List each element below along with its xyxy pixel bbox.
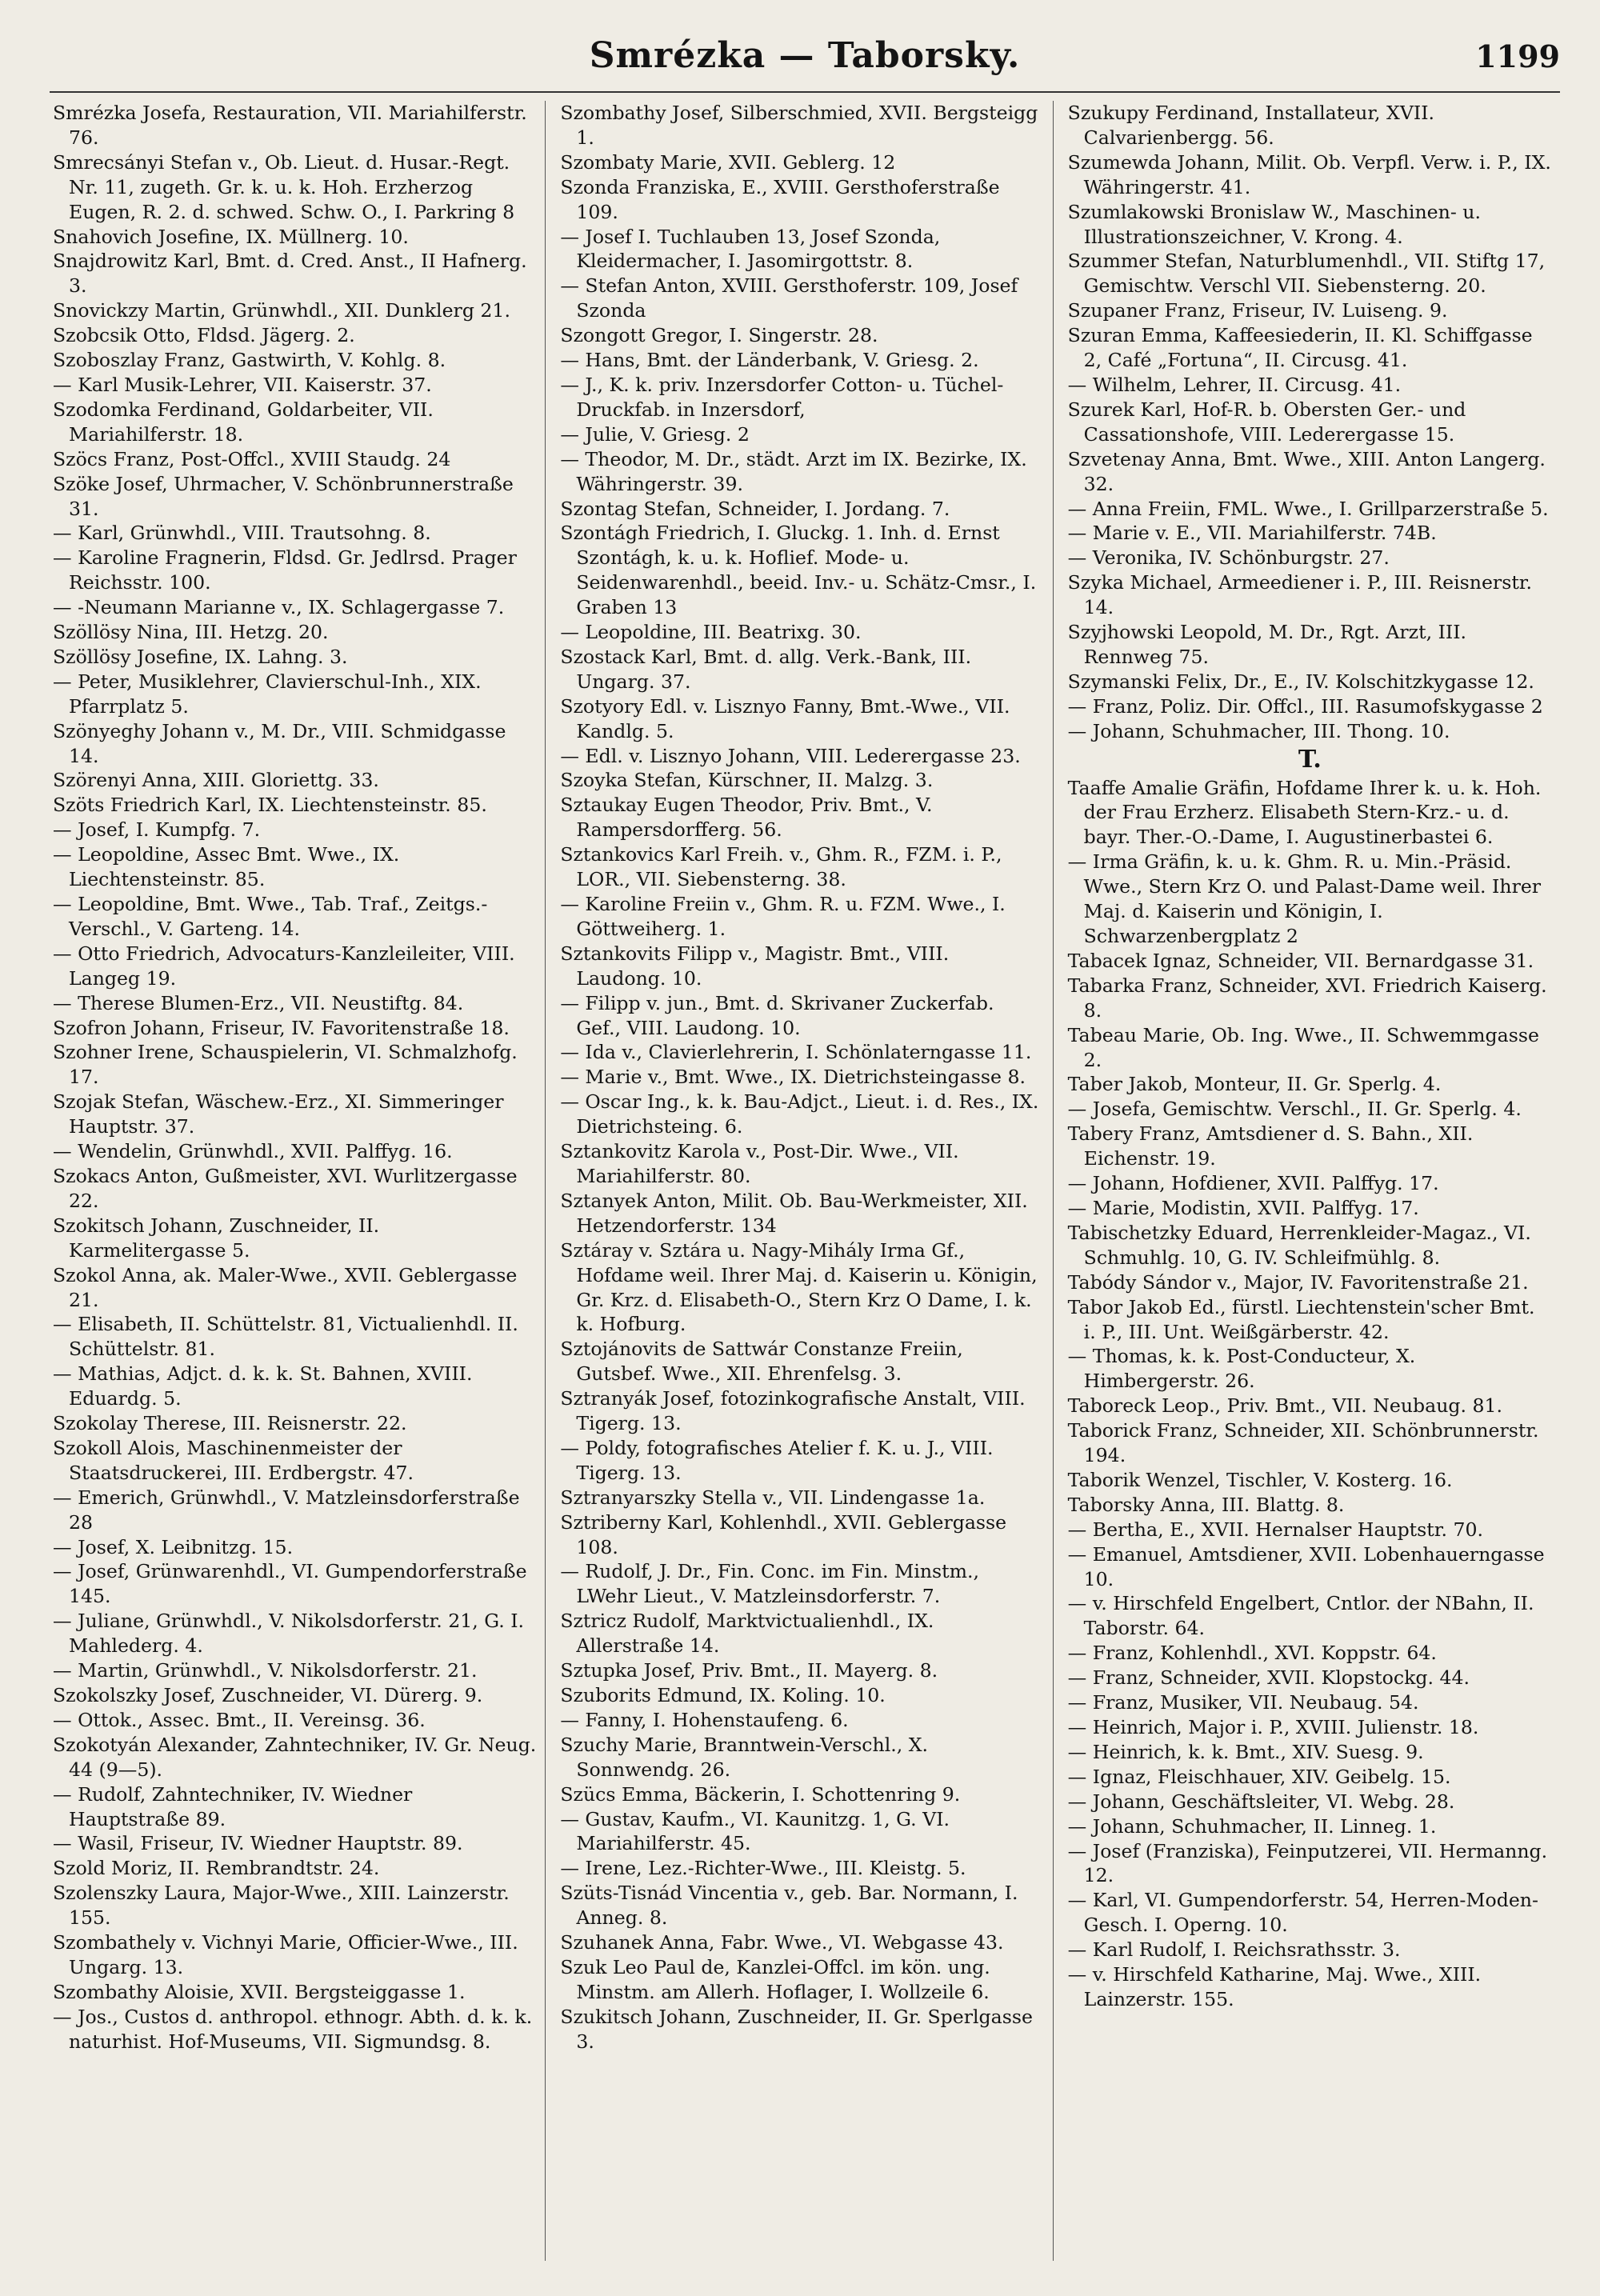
directory-entry: — Franz, Poliz. Dir. Offcl., III. Rasumofskygasse 2 (1067, 694, 1543, 718)
directory-entry: Szymanski Felix, Dr., E., IV. Kolschitzkygasse 12. (1067, 670, 1534, 693)
directory-entry: Szumewda Johann, Milit. Ob. Verpfl. Verw. i. P., IX. Währingerstr. 41. (1067, 150, 1551, 198)
directory-entry: — Johann, Geschäftsleiter, VI. Webg. 28. (1067, 1790, 1455, 1813)
directory-entry: Szold Moriz, II. Rembrandtstr. 24. (53, 1857, 380, 1880)
directory-entry: Szukupy Ferdinand, Installateur, XVII. Calvarienbergg. 56. (1067, 102, 1435, 149)
directory-entry: Sztranyarszky Stella v., VII. Lindengasse 1a. (560, 1486, 986, 1509)
directory-entry: Sztriberny Karl, Kohlenhdl., XVII. Geblergasse 108. (560, 1510, 1007, 1558)
directory-entry: — Martin, Grünwhdl., V. Nikolsdorferstr. 21. (53, 1659, 478, 1682)
directory-entry: Szojak Stefan, Wäschew.-Erz., XI. Simmeringer Hauptstr. 37. (53, 1090, 504, 1138)
directory-entry: — Oscar Ing., k. k. Bau-Adjct., Lieut. i. d. Res., IX. Dietrichsteing. 6. (560, 1090, 1039, 1138)
directory-entry: Szuk Leo Paul de, Kanzlei-Offcl. im kön. ung. Minstm. am Allerh. Hoflager, I. Wollzeile 6. (560, 1955, 990, 2003)
directory-entry: — Filipp v. jun., Bmt. d. Skrivaner Zuckerfab. Gef., VIII. Laudong. 10. (560, 991, 994, 1039)
directory-entry: — Karoline Fragnerin, Fldsd. Gr. Jedlrsd. Prager Reichsstr. 100. (53, 546, 517, 594)
directory-entry: Smrecsányi Stefan v., Ob. Lieut. d. Husar.-Regt. Nr. 11, zugeth. Gr. k. u. k. Hoh. Erzherzog Eugen, R. 2. d. schwed. Schw. O., I. Parkring 8 (53, 150, 515, 223)
directory-entry: Szumlakowski Bronislaw W., Maschinen- u. Illustrationszeichner, V. Krong. 4. (1067, 200, 1481, 248)
directory-entry: Szobcsik Otto, Fldsd. Jägerg. 2. (53, 324, 355, 347)
directory-entry: — Emerich, Grünwhdl., V. Matzleinsdorferstraße 28 (53, 1486, 520, 1534)
directory-entry: — Wilhelm, Lehrer, II. Circusg. 41. (1067, 373, 1402, 396)
directory-entry: Szuran Emma, Kaffeesiederin, II. Kl. Schiffgasse 2, Café „Fortuna“, II. Circusg. 41. (1067, 324, 1533, 372)
directory-entry: — Gustav, Kaufm., VI. Kaunitzg. 1, G. VI. Mariahilferstr. 45. (560, 1807, 950, 1855)
directory-entry: Szombathy Aloisie, XVII. Bergsteiggasse 1. (53, 1980, 466, 2003)
directory-entry: — Leopoldine, Bmt. Wwe., Tab. Traf., Zeitgs.-Verschl., V. Garteng. 14. (53, 893, 488, 940)
directory-entry: — Karoline Freiin v., Ghm. R. u. FZM. Wwe., I. Göttweiherg. 1. (560, 893, 1006, 940)
directory-entry: Szolenszky Laura, Major-Wwe., XIII. Lainzerstr. 155. (53, 1882, 510, 1930)
directory-entry: Szotyory Edl. v. Lisznyo Fanny, Bmt.-Wwe., VII. Kandlg. 5. (560, 694, 1010, 742)
directory-entry: Taborsky Anna, III. Blattg. 8. (1067, 1493, 1345, 1516)
directory-entry: Sztranyák Josef, fotozinkografische Anstalt, VIII. Tigerg. 13. (560, 1387, 1026, 1435)
directory-entry: — Josefa, Gemischtw. Verschl., II. Gr. Sperlg. 4. (1067, 1098, 1522, 1121)
directory-entry: Tabery Franz, Amtsdiener d. S. Bahn., XII. Eichenstr. 19. (1067, 1122, 1474, 1170)
directory-entry: — Josef, I. Kumpfg. 7. (53, 818, 261, 842)
directory-entry: Sztáray v. Sztára u. Nagy-Mihály Irma Gf., Hofdame weil. Ihrer Maj. d. Kaiserin u. Königin, Gr. Krz. d. Elisabeth-O., Stern Krz O Dame, I. k. k. Hofburg. (560, 1238, 1038, 1336)
directory-entry: — Ida v., Clavierlehrerin, I. Schönlaterngasse 11. (560, 1041, 1032, 1064)
directory-entry: Szokolay Therese, III. Reisnerstr. 22. (53, 1412, 407, 1435)
directory-entry: Szokoll Alois, Maschinenmeister der Staatsdruckerei, III. Erdbergstr. 47. (53, 1436, 414, 1484)
directory-entry: Tabacek Ignaz, Schneider, VII. Bernardgasse 31. (1067, 949, 1534, 972)
directory-entry: — Leopoldine, III. Beatrixg. 30. (560, 621, 862, 644)
directory-entry: — Elisabeth, II. Schüttelstr. 81, Victualienhdl. II. Schüttelstr. 81. (53, 1313, 518, 1361)
directory-entry: — Ottok., Assec. Bmt., II. Vereinsg. 36. (53, 1708, 426, 1731)
directory-entry: Szuchy Marie, Branntwein-Verschl., X. Sonnwendg. 26. (560, 1733, 929, 1781)
directory-entry: Tabeau Marie, Ob. Ing. Wwe., II. Schwemmgasse 2. (1067, 1023, 1539, 1071)
directory-entry: Szvetenay Anna, Bmt. Wwe., XIII. Anton Langerg. 32. (1067, 447, 1546, 495)
directory-entry: — Poldy, fotografisches Atelier f. K. u. J., VIII. Tigerg. 13. (560, 1436, 994, 1484)
directory-entry: — Veronika, IV. Schönburgstr. 27. (1067, 546, 1390, 570)
column-1 (50, 101, 546, 2261)
directory-entry: Szokolszky Josef, Zuschneider, VI. Dürerg. 9. (53, 1684, 483, 1706)
directory-entry: — Karl, Grünwhdl., VIII. Trautsohng. 8. (53, 522, 431, 545)
column-2 (557, 101, 1053, 2261)
directory-entry: — Franz, Kohlenhdl., XVI. Koppstr. 64. (1067, 1642, 1437, 1665)
directory-entry: — Josef, Grünwarenhdl., VI. Gumpendorferstraße 145. (53, 1560, 527, 1608)
directory-entry: Szöts Friedrich Karl, IX. Liechtensteinstr. 85. (53, 794, 487, 817)
directory-entry: Szöcs Franz, Post-Offcl., XVIII Staudg. 24 (53, 447, 451, 470)
directory-entry: Taborick Franz, Schneider, XII. Schönbrunnerstr. 194. (1067, 1419, 1539, 1467)
directory-entry: Taber Jakob, Monteur, II. Gr. Sperlg. 4. (1067, 1073, 1442, 1096)
directory-entry: Szörenyi Anna, XIII. Gloriettg. 33. (53, 769, 379, 792)
directory-entry: Snajdrowitz Karl, Bmt. d. Cred. Anst., II Hafnerg. 3. (53, 250, 527, 298)
directory-entry: — Mathias, Adjct. d. k. k. St. Bahnen, XVIII. Eduardg. 5. (53, 1362, 473, 1410)
directory-entry: Szohner Irene, Schauspielerin, VI. Schmalzhofg. 17. (53, 1041, 518, 1089)
directory-entry: Szöke Josef, Uhrmacher, V. Schönbrunnerstraße 31. (53, 472, 514, 520)
directory-entry: Szombaty Marie, XVII. Geblerg. 12 (560, 150, 896, 174)
directory-entry: — Wendelin, Grünwhdl., XVII. Palffyg. 16. (53, 1140, 453, 1163)
directory-entry: Szukitsch Johann, Zuschneider, II. Gr. Sperlgasse 3. (560, 2005, 1033, 2053)
directory-entry: Tabischetzky Eduard, Herrenkleider-Magaz., VI. Schmuhlg. 10, G. IV. Schleifmühlg. 8. (1067, 1221, 1531, 1269)
directory-entry: — Leopoldine, Assec Bmt. Wwe., IX. Liechtensteinstr. 85. (53, 843, 400, 891)
directory-entry: Tabarka Franz, Schneider, XVI. Friedrich Kaiserg. 8. (1067, 974, 1547, 1022)
directory-entry: — Karl, VI. Gumpendorferstr. 54, Herren-Moden-Gesch. I. Operng. 10. (1067, 1889, 1538, 1937)
directory-entry: — Anna Freiin, FML. Wwe., I. Grillparzerstraße 5. (1067, 497, 1549, 520)
directory-entry: — Johann, Hofdiener, XVII. Palffyg. 17. (1067, 1172, 1439, 1195)
page-header (50, 35, 1560, 91)
directory-entry: Snovickzy Martin, Grünwhdl., XII. Dunklerg 21. (53, 299, 510, 322)
directory-entry: Szombathely v. Vichnyi Marie, Officier-Wwe., III. Ungarg. 13. (53, 1931, 518, 1978)
directory-entry: — Thomas, k. k. Post-Conducteur, X. Himbergerstr. 26. (1067, 1345, 1416, 1393)
directory-entry: Szuhanek Anna, Fabr. Wwe., VI. Webgasse 43. (560, 1931, 1004, 1954)
directory-entry: Szokotyán Alexander, Zahntechniker, IV. Gr. Neug. 44 (9—5). (53, 1733, 537, 1781)
directory-entry: Szücs Emma, Bäckerin, I. Schottenring 9. (560, 1782, 961, 1806)
directory-entry: Szoboszlay Franz, Gastwirth, V. Kohlg. 8. (53, 349, 446, 372)
directory-entry: Sztricz Rudolf, Marktvictualienhdl., IX. Allerstraße 14. (560, 1610, 934, 1658)
section-letter: T. (1298, 745, 1322, 774)
directory-entry: Sztupka Josef, Priv. Bmt., II. Mayerg. 8. (560, 1659, 938, 1682)
directory-entry: Szombathy Josef, Silberschmied, XVII. Bergsteigg 1. (560, 102, 1038, 149)
directory-entry: Sztankovits Filipp v., Magistr. Bmt., VIII. Laudong. 10. (560, 942, 950, 990)
directory-entry: — Stefan Anton, XVIII. Gersthoferstr. 109, Josef Szonda (560, 274, 1018, 322)
directory-entry: — Jos., Custos d. anthropol. ethnogr. Abth. d. k. k. naturhist. Hof-Museums, VII. Sigmundsg. 8. (53, 2005, 533, 2053)
directory-entry: — Irma Gräfin, k. u. k. Ghm. R. u. Min.-Präsid. Wwe., Stern Krz O. und Palast-Dame weil. Ihrer Maj. d. Kaiserin und Königin, I. Schwarzenbergplatz 2 (1067, 850, 1542, 947)
directory-entry: Snahovich Josefine, IX. Müllnerg. 10. (53, 225, 409, 248)
directory-entry: Sztaukay Eugen Theodor, Priv. Bmt., V. Rampersdorfferg. 56. (560, 794, 933, 842)
directory-entry: Szuborits Edmund, IX. Koling. 10. (560, 1684, 886, 1706)
directory-entry: Sztankovitz Karola v., Post-Dir. Wwe., VII. Mariahilferstr. 80. (560, 1140, 959, 1187)
directory-entry: — Wasil, Friseur, IV. Wiedner Hauptstr. 89. (53, 1832, 463, 1855)
directory-entry: — Johann, Schuhmacher, II. Linneg. 1. (1067, 1814, 1437, 1838)
directory-entry: Szokacs Anton, Gußmeister, XVI. Wurlitzergasse 22. (53, 1164, 518, 1212)
directory-entry: — Julie, V. Griesg. 2 (560, 422, 750, 446)
directory-entry: Szurek Karl, Hof-R. b. Obersten Ger.- und Cassationshofe, VIII. Lederergasse 15. (1067, 398, 1466, 446)
directory-entry: — Karl Rudolf, I. Reichsrathsstr. 3. (1067, 1938, 1401, 1962)
directory-entry: — Emanuel, Amtsdiener, XVII. Lobenhauerngasse 10. (1067, 1542, 1545, 1590)
directory-entry: — Edl. v. Lisznyo Johann, VIII. Lederergasse 23. (560, 744, 1021, 767)
directory-entry: — J., K. k. priv. Inzersdorfer Cotton- u. Tüchel-Druckfab. in Inzersdorf, (560, 373, 1004, 421)
directory-entry: — Therese Blumen-Erz., VII. Neustiftg. 84. (53, 991, 464, 1014)
directory-entry: — Franz, Musiker, VII. Neubaug. 54. (1067, 1691, 1419, 1714)
directory-entry: — Josef (Franziska), Feinputzerei, VII. Hermanng. 12. (1067, 1839, 1548, 1887)
directory-entry: Szoyka Stefan, Kürschner, II. Malzg. 3. (560, 769, 934, 792)
directory-entry: Szongott Gregor, I. Singerstr. 28. (560, 324, 878, 347)
directory-entry: — Heinrich, Major i. P., XVIII. Julienstr. 18. (1067, 1716, 1479, 1738)
directory-entry: — Theodor, M. Dr., städt. Arzt im IX. Bezirke, IX. Währingerstr. 39. (560, 447, 1027, 495)
directory-entry: Szummer Stefan, Naturblumenhdl., VII. Stiftg 17, Gemischtw. Verschl VII. Siebensterng. 20. (1067, 250, 1546, 298)
directory-entry: — Johann, Schuhmacher, III. Thong. 10. (1067, 719, 1450, 742)
directory-entry: Szokitsch Johann, Zuschneider, II. Karmelitergasse 5. (53, 1214, 380, 1262)
directory-entry: Taborik Wenzel, Tischler, V. Kosterg. 16. (1067, 1468, 1453, 1491)
directory-entry: Szyka Michael, Armeediener i. P., III. Reisnerstr. 14. (1067, 571, 1532, 619)
directory-entry: — Karl Musik-Lehrer, VII. Kaiserstr. 37. (53, 373, 432, 396)
directory-entry: — Hans, Bmt. der Länderbank, V. Griesg. 2. (560, 349, 979, 372)
directory-entry: Szontag Stefan, Schneider, I. Jordang. 7. (560, 497, 950, 520)
directory-entry: — Josef I. Tuchlauben 13, Josef Szonda, Kleidermacher, I. Jasomirgottstr. 8. (560, 225, 941, 273)
directory-entry: Szofron Johann, Friseur, IV. Favoritenstraße 18. (53, 1016, 510, 1039)
directory-entry: Taboreck Leop., Priv. Bmt., VII. Neubaug. 81. (1067, 1394, 1503, 1418)
directory-entry: Taaffe Amalie Gräfin, Hofdame Ihrer k. u. k. Hoh. der Frau Erzherz. Elisabeth Stern-Krz.- u. d. bayr. Ther.-O.-Dame, I. Augustinerbastei 6. (1067, 776, 1542, 849)
directory-entry: Sztankovics Karl Freih. v., Ghm. R., FZM. i. P., LOR., VII. Siebensterng. 38. (560, 843, 1002, 891)
directory-entry: Sztanyek Anton, Milit. Ob. Bau-Werkmeister, XII. Hetzendorferstr. 134 (560, 1189, 1028, 1237)
directory-entry: Smrézka Josefa, Restauration, VII. Mariahilferstr. 76. (53, 102, 527, 149)
directory-entry: Szöllösy Josefine, IX. Lahng. 3. (53, 645, 348, 668)
running-title: Smrézka — Taborsky. (589, 35, 1021, 76)
directory-entry: Szostack Karl, Bmt. d. allg. Verk.-Bank, III. Ungarg. 37. (560, 645, 972, 693)
directory-entry: — Otto Friedrich, Advocaturs-Kanzleileiter, VIII. Langeg 19. (53, 942, 515, 990)
directory-entry: Szöllösy Nina, III. Hetzg. 20. (53, 621, 329, 644)
directory-entry: Tabor Jakob Ed., fürstl. Liechtenstein'scher Bmt. i. P., III. Unt. Weißgärberstr. 42. (1067, 1295, 1535, 1343)
directory-entry: — Fanny, I. Hohenstaufeng. 6. (560, 1708, 849, 1731)
directory-entry: — Marie, Modistin, XVII. Palffyg. 17. (1067, 1196, 1419, 1219)
directory-entry: — Juliane, Grünwhdl., V. Nikolsdorferstr. 21, G. I. Mahlederg. 4. (53, 1610, 525, 1658)
directory-entry: — -Neumann Marianne v., IX. Schlagergasse 7. (53, 596, 505, 619)
directory-entry: Szyjhowski Leopold, M. Dr., Rgt. Arzt, III. Rennweg 75. (1067, 621, 1467, 668)
directory-entry: — Rudolf, Zahntechniker, IV. Wiedner Hauptstraße 89. (53, 1782, 413, 1830)
directory-entry: — v. Hirschfeld Katharine, Maj. Wwe., XIII. Lainzerstr. 155. (1067, 1963, 1482, 2010)
directory-entry: — Rudolf, J. Dr., Fin. Conc. im Fin. Minstm., LWehr Lieut., V. Matzleinsdorferstr. 7. (560, 1560, 980, 1608)
directory-entry: — Ignaz, Fleischhauer, XIV. Geibelg. 15. (1067, 1765, 1451, 1788)
directory-entry: — Bertha, E., XVII. Hernalser Hauptstr. 70. (1067, 1518, 1483, 1541)
column-3 (1065, 101, 1560, 2261)
directory-entry: Szontágh Friedrich, I. Gluckg. 1. Inh. d. Ernst Szontágh, k. u. k. Hoflief. Mode- u. Seidenwarenhdl., beeid. Inv.- u. Schätz-Cmsr., I. Graben 13 (560, 522, 1037, 619)
directory-entry: Szokol Anna, ak. Maler-Wwe., XVII. Geblergasse 21. (53, 1263, 518, 1311)
directory-entry: — Josef, X. Leibnitzg. 15. (53, 1535, 294, 1558)
directory-entry: Szüts-Tisnád Vincentia v., geb. Bar. Normann, I. Anneg. 8. (560, 1882, 1018, 1930)
directory-entry: — Peter, Musiklehrer, Clavierschul-Inh., XIX. Pfarrplatz 5. (53, 670, 482, 718)
directory-entry: — Marie v., Bmt. Wwe., IX. Dietrichsteingasse 8. (560, 1066, 1026, 1089)
directory-entry: — Irene, Lez.-Richter-Wwe., III. Kleistg. 5. (560, 1857, 966, 1880)
columns (50, 91, 1560, 2261)
directory-entry: Szönyeghy Johann v., M. Dr., VIII. Schmidgasse 14. (53, 719, 506, 767)
directory-entry: — Franz, Schneider, XVII. Klopstockg. 44. (1067, 1666, 1470, 1690)
directory-entry: — Marie v. E., VII. Mariahilferstr. 74B. (1067, 522, 1437, 545)
directory-entry: Sztojánovits de Sattwár Constanze Freiin, Gutsbef. Wwe., XII. Ehrenfelsg. 3. (560, 1338, 963, 1386)
directory-entry: Szodomka Ferdinand, Goldarbeiter, VII. Mariahilferstr. 18. (53, 398, 434, 446)
directory-entry: — v. Hirschfeld Engelbert, Cntlor. der NBahn, II. Taborstr. 64. (1067, 1592, 1534, 1640)
page-number: 1199 (1475, 38, 1560, 74)
directory-entry: Szupaner Franz, Friseur, IV. Luiseng. 9. (1067, 299, 1448, 322)
directory-entry: Szonda Franziska, E., XVIII. Gersthoferstraße 109. (560, 175, 1000, 223)
directory-entry: Tabódy Sándor v., Major, IV. Favoritenstraße 21. (1067, 1270, 1529, 1294)
directory-entry: — Heinrich, k. k. Bmt., XIV. Suesg. 9. (1067, 1740, 1424, 1763)
